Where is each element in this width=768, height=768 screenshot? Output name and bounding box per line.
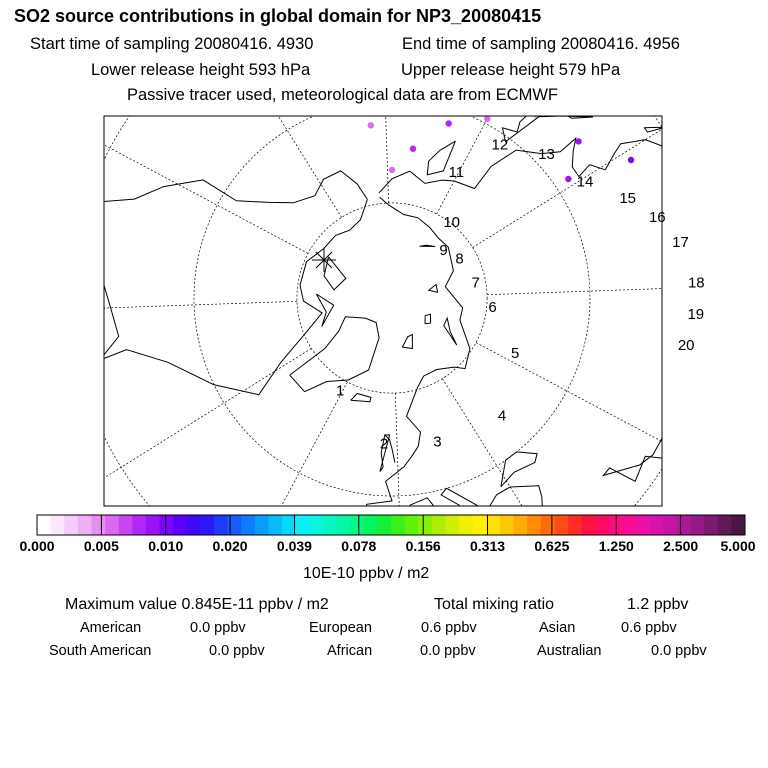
coastline xyxy=(762,62,768,133)
trajectory-label: 14 xyxy=(576,173,594,191)
colorbar-swatch xyxy=(187,515,201,535)
colorbar-swatch xyxy=(160,515,174,535)
colorbar-swatch xyxy=(37,515,51,535)
trajectory-label: 8 xyxy=(455,250,464,268)
colorbar-swatch xyxy=(418,515,432,535)
colorbar-swatch xyxy=(323,515,337,535)
hotspot xyxy=(446,120,452,126)
colorbar-swatch xyxy=(132,515,146,535)
colorbar-swatch xyxy=(241,515,255,535)
colorbar-swatch xyxy=(473,515,487,535)
trajectory-label: 5 xyxy=(511,345,520,363)
trajectory-label: 12 xyxy=(491,136,509,154)
colorbar-swatch xyxy=(500,515,514,535)
colorbar-swatch xyxy=(677,515,691,535)
hotspot xyxy=(628,157,634,163)
colorbar-tick-label: 0.156 xyxy=(405,538,441,554)
colorbar-tick-label: 0.039 xyxy=(276,538,312,554)
colorbar-swatch xyxy=(582,515,596,535)
australian-value: 0.0 ppbv xyxy=(651,643,707,659)
american-label: American xyxy=(80,620,142,636)
trajectory-label: 1 xyxy=(336,382,345,400)
colorbar-swatch xyxy=(527,515,541,535)
colorbar-swatch xyxy=(622,515,636,535)
african-label: African xyxy=(327,643,373,659)
colorbar-swatch xyxy=(173,515,187,535)
trajectory-label: 18 xyxy=(687,274,705,292)
european-value: 0.6 ppbv xyxy=(421,620,477,636)
trajectory-label: 20 xyxy=(677,336,695,354)
south-american-value: 0.0 ppbv xyxy=(209,643,265,659)
colorbar-swatch xyxy=(568,515,582,535)
colorbar-tick-label: 2.500 xyxy=(663,538,699,554)
colorbar-swatch xyxy=(51,515,65,535)
upper-release-height-label: Upper release height 579 hPa xyxy=(401,61,621,79)
colorbar-swatch xyxy=(64,515,78,535)
colorbar-swatch xyxy=(350,515,364,535)
colorbar-tick-label: 0.625 xyxy=(534,538,570,554)
lower-release-height-label: Lower release height 593 hPa xyxy=(91,61,311,79)
colorbar-swatch xyxy=(309,515,323,535)
colorbar-swatch xyxy=(445,515,459,535)
colorbar-swatch xyxy=(636,515,650,535)
colorbar-tick-label: 1.250 xyxy=(598,538,634,554)
colorbar-tick-label: 0.005 xyxy=(83,538,119,554)
total-mixing-ratio-value: 1.2 ppbv xyxy=(627,596,689,613)
trajectory-label: 15 xyxy=(619,189,637,207)
colorbar-swatch xyxy=(268,515,282,535)
colorbar-tick-label: 0.000 xyxy=(19,538,55,554)
colorbar-swatch xyxy=(282,515,296,535)
trajectory-label: 17 xyxy=(672,234,689,252)
trajectory-label: 13 xyxy=(538,145,555,163)
maximum-value-label: Maximum value 0.845E-11 ppbv / m2 xyxy=(65,596,329,613)
end-time-label: End time of sampling 20080416. 4956 xyxy=(402,35,680,53)
colorbar-swatch xyxy=(405,515,419,535)
hotspot xyxy=(410,146,416,152)
colorbar-swatch xyxy=(337,515,351,535)
colorbar-swatch xyxy=(200,515,214,535)
south-american-label: South American xyxy=(49,643,152,659)
asian-label: Asian xyxy=(539,620,576,636)
trajectory-label: 19 xyxy=(687,306,705,324)
colorbar-swatch xyxy=(432,515,446,535)
colorbar-swatch xyxy=(91,515,105,535)
colorbar-tick-label: 0.313 xyxy=(470,538,506,554)
trajectory-label: 11 xyxy=(448,164,465,181)
trajectory-label: 16 xyxy=(648,208,666,226)
colorbar-swatch xyxy=(704,515,718,535)
colorbar-swatch xyxy=(377,515,391,535)
colorbar-tick-label: 5.000 xyxy=(720,538,756,554)
colorbar-swatch xyxy=(391,515,405,535)
tracer-note: Passive tracer used, meteorological data are from ECMWF xyxy=(127,86,558,104)
trajectory-label: 4 xyxy=(497,407,507,425)
colorbar-swatch xyxy=(731,515,745,535)
colorbar-swatch xyxy=(663,515,677,535)
trajectory-label: 3 xyxy=(433,433,442,451)
colorbar-swatch xyxy=(691,515,705,535)
colorbar-swatch xyxy=(650,515,664,535)
hotspot xyxy=(575,138,581,144)
colorbar-swatch xyxy=(718,515,732,535)
total-mixing-ratio-label: Total mixing ratio xyxy=(434,596,555,613)
colorbar-swatch xyxy=(514,515,528,535)
european-label: European xyxy=(309,620,372,636)
colorbar-swatch xyxy=(554,515,568,535)
start-time-label: Start time of sampling 20080416. 4930 xyxy=(30,35,314,53)
trajectory-label: 2 xyxy=(379,435,389,453)
colorbar-swatch xyxy=(459,515,473,535)
colorbar-tick-label: 0.020 xyxy=(212,538,248,554)
hotspot xyxy=(389,167,395,173)
trajectory-label: 9 xyxy=(439,241,448,259)
colorbar-swatch xyxy=(105,515,119,535)
asian-value: 0.6 ppbv xyxy=(621,620,677,636)
australian-label: Australian xyxy=(537,643,602,659)
trajectory-label: 6 xyxy=(488,299,497,317)
colorbar-swatch xyxy=(255,515,269,535)
colorbar-tick-label: 0.078 xyxy=(341,538,377,554)
colorbar-swatch xyxy=(364,515,378,535)
trajectory-label: 7 xyxy=(471,274,480,292)
hotspot xyxy=(532,111,538,117)
hotspot xyxy=(368,122,374,128)
hotspot xyxy=(628,79,634,85)
colorbar-swatch xyxy=(541,515,555,535)
african-value: 0.0 ppbv xyxy=(420,643,476,659)
colorbar-swatch xyxy=(78,515,92,535)
hotspot xyxy=(402,46,408,52)
colorbar-swatch xyxy=(595,515,609,535)
colorbar-swatch xyxy=(119,515,133,535)
colorbar-swatch xyxy=(486,515,500,535)
coastline xyxy=(680,42,740,114)
colorbar-swatch xyxy=(214,515,228,535)
colorbar-unit-label: 10E-10 ppbv / m2 xyxy=(303,565,430,582)
colorbar-swatch xyxy=(146,515,160,535)
american-value: 0.0 ppbv xyxy=(190,620,246,636)
colorbar-tick-label: 0.010 xyxy=(148,538,184,554)
colorbar xyxy=(37,515,745,535)
colorbar-swatch xyxy=(296,515,310,535)
trajectory-label: 10 xyxy=(443,213,461,231)
hotspot xyxy=(565,176,571,182)
hotspot xyxy=(484,116,490,122)
chart-title: SO2 source contributions in global domain for NP3_20080415 xyxy=(14,6,542,26)
